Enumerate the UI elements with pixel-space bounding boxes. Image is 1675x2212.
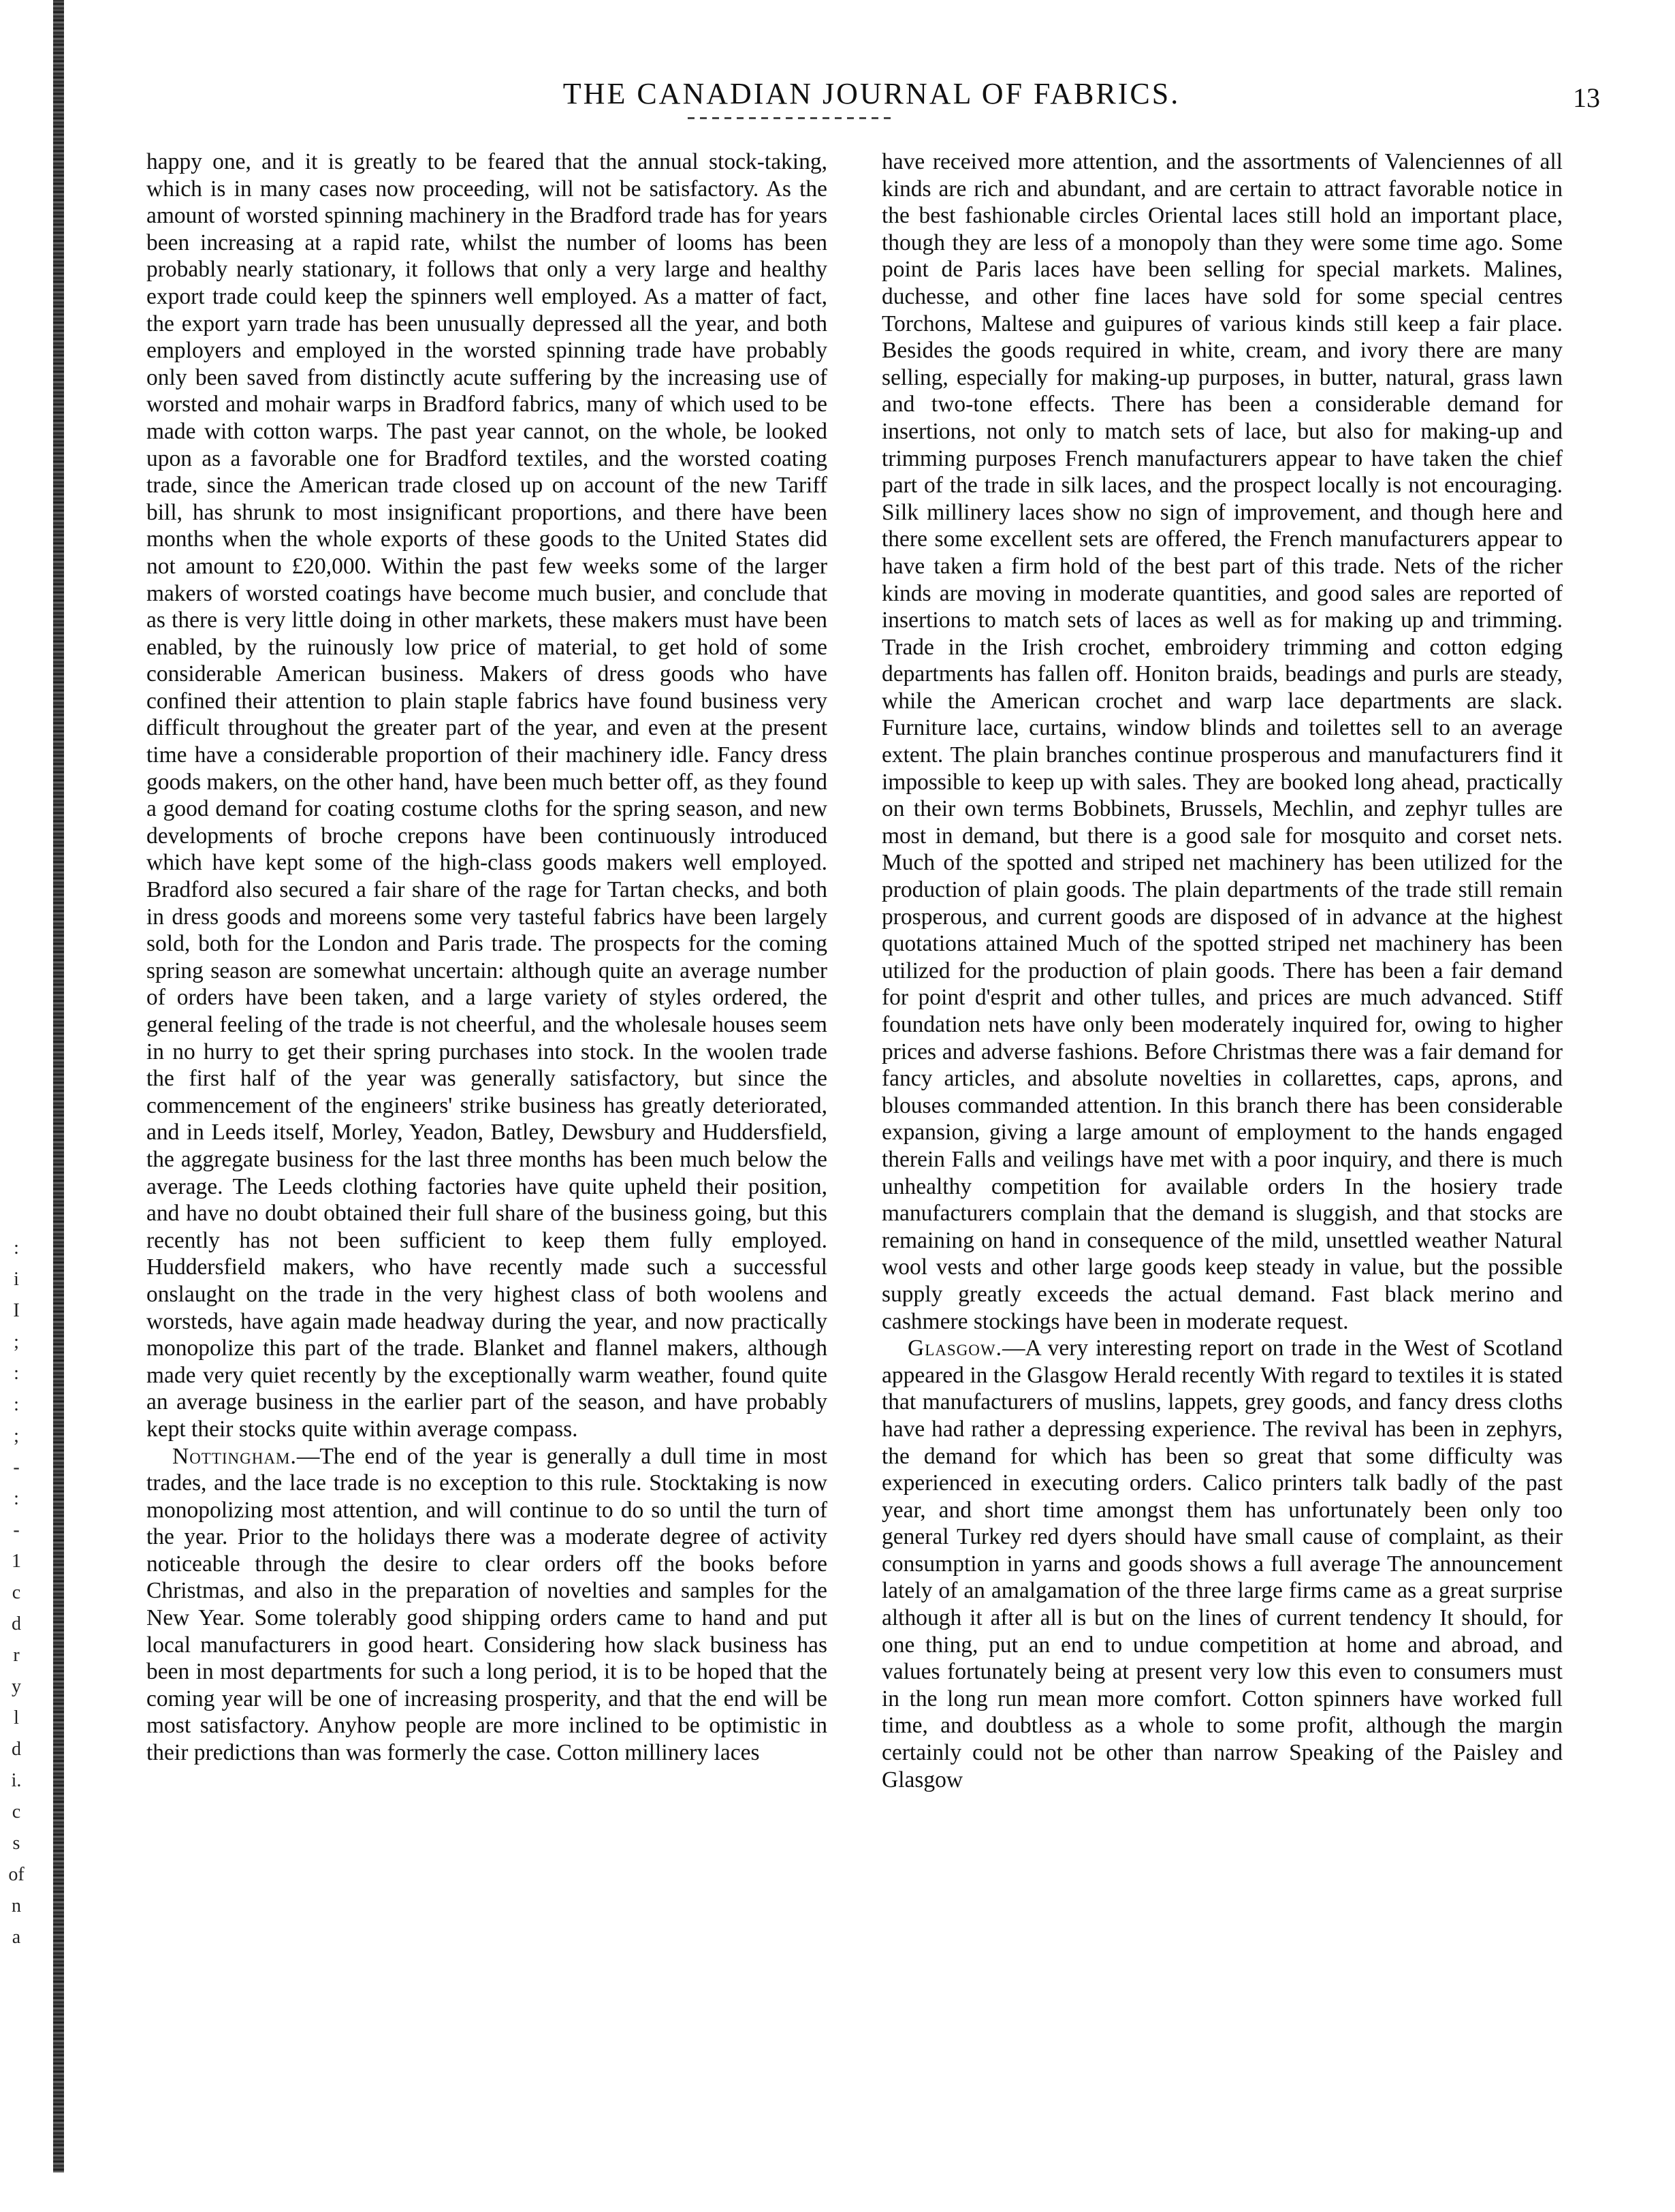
margin-fragment: -	[13, 1519, 20, 1540]
book-binding-edge	[53, 0, 64, 2172]
paragraph-nottingham	[146, 1443, 827, 1767]
margin-fragment: d	[12, 1613, 21, 1634]
paragraph-nottingham-text: —The end of the year is generally a dull time in most trades, and the lace trade is no exception to this rule. Stocktaking is now monopolizing most attention, and will continue to do so until the turn of the year. Prior to the holidays there was a moderate degree of activity noticeable through the desire to clear orders off the books before Christmas, and also in the preparation of novelties and samples for the New Year. Some tolerably good shipping orders came to hand and put local manufacturers in good heart. Considering how slack business has been in most departments for such a long period, it is to be hoped that the coming year will be one of increasing prosperity, and that the end will be most satisfactory. Anyhow people are more inclined to be optimistic in their predictions than was formerly the case. Cotton millinery laces	[146, 1443, 827, 1766]
margin-fragment: a	[12, 1927, 21, 1948]
section-heading-glasgow: Glasgow.	[908, 1336, 1002, 1361]
right-column	[882, 148, 1563, 1793]
margin-fragment: s	[12, 1833, 20, 1854]
header-rule	[688, 117, 892, 119]
margin-fragments	[3, 1233, 30, 1953]
margin-fragment: ;	[14, 1331, 19, 1353]
margin-fragment: :	[14, 1488, 19, 1509]
margin-fragment: d	[12, 1739, 21, 1760]
margin-fragment: c	[12, 1582, 21, 1603]
paragraph-glasgow-text: —A very interesting report on trade in the West of Scotland appeared in the Glasgow Herald recently With regard to textiles it is stated that manufacturers of muslins, lappets, grey goods, and fancy dress cloths have had rather a depressing experience. The revival has been in zephyrs, the demand for which has been so great that some difficulty was experienced in executing orders. Calico printers talk badly of the past year, and short time amongst them has unfortunately been only too general Turkey red dyers should have small cause of complaint, as their consumption in yarns and goods shows a full average The announcement lately of an amalgamation of the three large firms came as a great surprise although it after all is but on the lines of current tendency It should, for one thing, put an end to undue competition at home and abroad, and values fortunately being at present very low this even to consumers must in the long run mean more comfort. Cotton spinners have worked full time, and doubtless as a whole to some profit, although the margin certainly could not be other than narrow Speaking of the Paisley and Glasgow	[882, 1336, 1563, 1792]
margin-fragment: n	[12, 1895, 21, 1916]
margin-fragment: 1	[12, 1551, 21, 1572]
paragraph-laces: have received more attention, and the assortments of Valenciennes of all kinds are rich and abundant, and are certain to attract favorable notice in the best fashionable circles Oriental laces still hold an important place, though they are less of a monopoly than they were some time ago. Some point de Paris laces have been selling for special markets. Malines, duchesse, and other fine laces have sold for some special centres Torchons, Maltese and guipures of various kinds still keep a fair place. Besides the goods required in white, cream, and ivory there are many selling, especially for making-up purposes, in butter, natural, grass lawn and two-tone effects. There has been a considerable demand for insertions, not only to match sets of lace, but also for making-up and trimming purposes French manufacturers appear to have taken the chief part of the trade in silk laces, and the prospect locally is not encouraging. Silk millinery laces show no sign of improvement, and though here and there some excellent sets are offered, the French manufacturers appear to have taken a firm hold of the best part of this trade. Nets of the richer kinds are moving in moderate quantities, and good sales are reported of insertions to match sets of laces as well as for making up and trimming. Trade in the Irish crochet, embroidery trimming and cotton edging departments has fallen off. Honiton braids, beadings and purls are steady, while the American crochet and warp lace departments are slack. Furniture lace, curtains, window blinds and toilettes sell to an average extent. The plain branches continue prosperous and manufacturers find it impossible to keep up with sales. They are booked long ahead, practically on their own terms Bobbinets, Brussels, Mechlin, and zephyr tulles are most in demand, but there is a good sale for mosquito and corset nets. Much of the spotted and striped net machinery has been utilized for the production of plain goods. The plain departments of the trade still remain prosperous, and current goods are disposed of in advance at the highest quotations attained Much of the spotted striped net machinery has been utilized for the production of plain goods. There has been a fair demand for point d'esprit and other tulles, and prices are much advanced. Stiff foundation nets have only been moderately inquired for, owing to higher prices and adverse fashions. Before Christmas there was a fair demand for fancy articles, and absolute novelties in collarettes, caps, aprons, and blouses commanded attention. In this branch there has been considerable expansion, giving a large amount of employment to the hands engaged therein Falls and veilings have met with a poor inquiry, and there is much unhealthy competition for available orders In the hosiery trade manufacturers complain that the demand is sluggish, and that stocks are remaining on hand in consequence of the mild, unsettled weather Natural wool vests and other large goods keep steady in value, but the possible supply greatly exceeds the actual demand. Fast black merino and cashmere stockings have been in moderate request.	[882, 149, 1563, 1334]
margin-fragment: :	[14, 1363, 19, 1384]
margin-fragment: r	[13, 1645, 20, 1666]
margin-fragment: l	[14, 1707, 19, 1728]
margin-fragment: ;	[14, 1425, 19, 1447]
margin-fragment: :	[14, 1394, 19, 1415]
running-title: THE CANADIAN JOURNAL OF FABRICS.	[562, 77, 1181, 110]
margin-fragment: c	[12, 1801, 21, 1822]
margin-fragment: i	[14, 1269, 19, 1290]
margin-fragment: i.	[11, 1770, 22, 1791]
page-number: 13	[1573, 82, 1600, 113]
left-column	[146, 148, 827, 1767]
margin-fragment: :	[14, 1237, 19, 1259]
paragraph-glasgow	[882, 1335, 1563, 1793]
margin-fragment: -	[13, 1457, 20, 1478]
section-heading-nottingham: Nottingham.	[172, 1443, 297, 1469]
margin-fragment: of	[8, 1864, 25, 1885]
paragraph-bradford: happy one, and it is greatly to be feared that the annual stock-taking, which is in many cases now proceeding, will not be satisfactory. As the amount of worsted spinning machinery in the Bradford trade has for years been increasing at a rapid rate, whilst the number of looms has been probably nearly stationary, it follows that only a very large and healthy export trade could keep the spinners well employed. As a matter of fact, the export yarn trade has been unusually depressed all the year, and both employers and employed in the worsted spinning trade have probably only been saved from distinctly acute suffering by the increasing use of worsted and mohair warps in Bradford fabrics, many of which used to be made with cotton warps. The past year cannot, on the whole, be looked upon as a favorable one for Bradford textiles, and the worsted coating trade, since the American trade closed up on account of the new Tariff bill, has shrunk to most insignificant proportions, and there have been months when the whole exports of these goods to the United States did not amount to £20,000. Within the past few weeks some of the larger makers of worsted coatings have become much busier, and conclude that as there is very little doing in other markets, these makers must have been enabled, by the ruinously low price of material, to get hold of some considerable American business. Makers of dress goods who have confined their attention to plain staple fabrics have found business very difficult throughout the greater part of the year, and even at the present time have a considerable proportion of their machinery idle. Fancy dress goods makers, on the other hand, have been much better off, as they found a good demand for coating costume cloths for the spring season, and new developments of broche crepons have been continuously introduced which have kept some of the high-class goods makers well employed. Bradford also secured a fair share of the rage for Tartan checks, and both in dress goods and moreens some very tasteful fabrics have been largely sold, both for the London and Paris trade. The prospects for the coming spring season are somewhat uncertain: although quite an average number of orders have been taken, and a large variety of styles ordered, the general feeling of the trade is not cheerful, and the wholesale houses seem in no hurry to get their spring purchases into stock. In the woolen trade the first half of the year was generally satisfactory, but since the commencement of the engineers' strike business has greatly deteriorated, and in Leeds itself, Morley, Yeadon, Batley, Dewsbury and Huddersfield, the aggregate business for the last three months has been much below the average. The Leeds clothing factories have quite upheld their position, and have no doubt obtained their full share of the business going, but this recently has not been sufficient to keep them fully employed. Huddersfield makers, who have recently made such a successful onslaught on the trade in the very highest class of both woolens and worsteds, have again made headway during the year, and now practically monopolize this part of the trade. Blanket and flannel makers, although made very quiet recently by the exceptionally warm weather, found quite an average business in the earlier part of the season, and have probably kept their stocks quite within average compass.	[146, 149, 827, 1442]
margin-fragment: y	[12, 1676, 21, 1697]
margin-fragment: I	[13, 1300, 20, 1321]
